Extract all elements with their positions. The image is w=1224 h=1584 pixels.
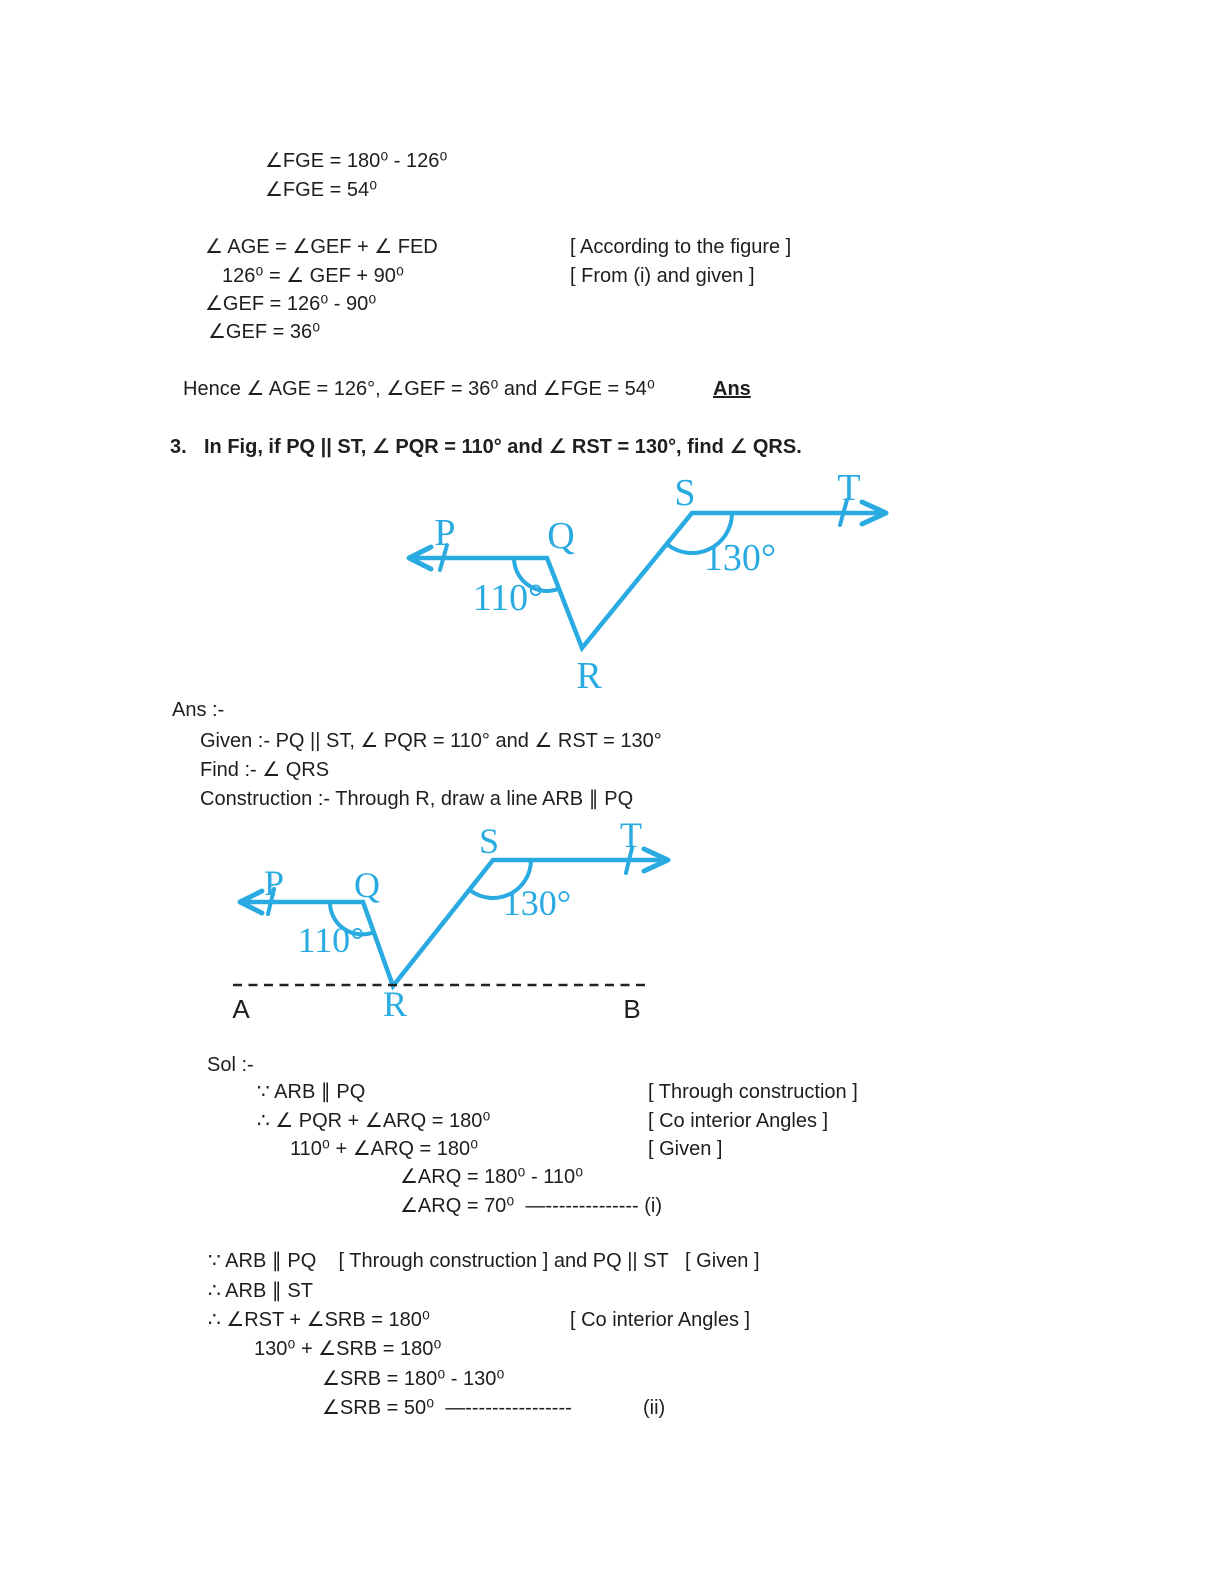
equation-line: 126⁰ = ∠ GEF + 90⁰ — [222, 265, 404, 287]
point-label-s: S — [674, 472, 696, 514]
solution-step: ∴ ∠RST + ∠SRB = 180⁰ — [208, 1309, 430, 1331]
figure1-geometry — [400, 468, 900, 703]
point-label-t: T — [620, 815, 642, 855]
equation-line: ∠GEF = 126⁰ - 90⁰ — [205, 293, 377, 315]
point-label-p: P — [434, 512, 456, 554]
solution-step: 110⁰ + ∠ARQ = 180⁰ — [290, 1138, 479, 1160]
point-label-s: S — [478, 821, 500, 861]
point-label-a: A — [232, 994, 250, 1024]
bracket-note: [ Co interior Angles ] — [648, 1110, 829, 1132]
construction-line: Construction :- Through R, draw a line ARB ∥ PQ — [200, 788, 634, 810]
solution-step: ∵ ARB ∥ PQ — [257, 1081, 366, 1103]
solution-step: ∵ ARB ∥ PQ [ Through construction ] and PQ || ST [ Given ] — [208, 1250, 760, 1272]
solution-step: ∴ ARB ∥ ST — [208, 1280, 313, 1302]
angle-value-s: 130° — [502, 883, 572, 923]
solution-step: ∠SRB = 180⁰ - 130⁰ — [322, 1368, 505, 1390]
conclusion-line: Hence ∠ AGE = 126°, ∠GEF = 36⁰ and ∠FGE = 54⁰ — [183, 378, 655, 400]
bracket-note: [ Given ] — [648, 1138, 723, 1160]
sol-label: Sol :- — [207, 1054, 254, 1076]
point-label-q: Q — [354, 865, 380, 905]
angle-value-q: 110° — [472, 577, 544, 619]
find-line: Find :- ∠ QRS — [200, 759, 330, 781]
point-label-b: B — [623, 994, 641, 1024]
point-label-r: R — [576, 655, 602, 697]
bracket-note: [ According to the figure ] — [570, 236, 792, 258]
solution-step: ∠ARQ = 180⁰ - 110⁰ — [400, 1166, 584, 1188]
ans-label: Ans :- — [172, 699, 225, 721]
solution-step: ∠SRB = 50⁰ —---------------- — [322, 1397, 572, 1419]
step-reference-ii: (ii) — [643, 1397, 666, 1419]
equation-line: ∠ AGE = ∠GEF + ∠ FED — [205, 236, 438, 258]
point-label-t: T — [837, 467, 861, 509]
ans-badge: Ans — [713, 378, 751, 400]
point-label-q: Q — [547, 515, 575, 557]
angle-value-s: 130° — [703, 537, 777, 579]
solution-step: 130⁰ + ∠SRB = 180⁰ — [254, 1338, 442, 1360]
point-label-r: R — [382, 984, 408, 1024]
angle-value-q: 110° — [297, 920, 365, 960]
equation-line: ∠FGE = 54⁰ — [265, 179, 378, 201]
question-text: In Fig, if PQ || ST, ∠ PQR = 110° and ∠ RST = 130°, find ∠ QRS. — [204, 436, 802, 458]
solution-step: ∠ARQ = 70⁰ —-------------- (i) — [400, 1195, 663, 1217]
figure2-geometry — [225, 805, 685, 1030]
bracket-note: [ Co interior Angles ] — [570, 1309, 751, 1331]
point-label-p: P — [263, 863, 285, 903]
question-number: 3. — [170, 436, 187, 458]
given-line: Given :- PQ || ST, ∠ PQR = 110° and ∠ RST = 130° — [200, 730, 662, 752]
equation-line: ∠FGE = 180⁰ - 126⁰ — [265, 150, 448, 172]
solution-step: ∴ ∠ PQR + ∠ARQ = 180⁰ — [257, 1110, 491, 1132]
bracket-note: [ From (i) and given ] — [570, 265, 755, 287]
bracket-note: [ Through construction ] — [648, 1081, 858, 1103]
equation-line: ∠GEF = 36⁰ — [208, 321, 321, 343]
